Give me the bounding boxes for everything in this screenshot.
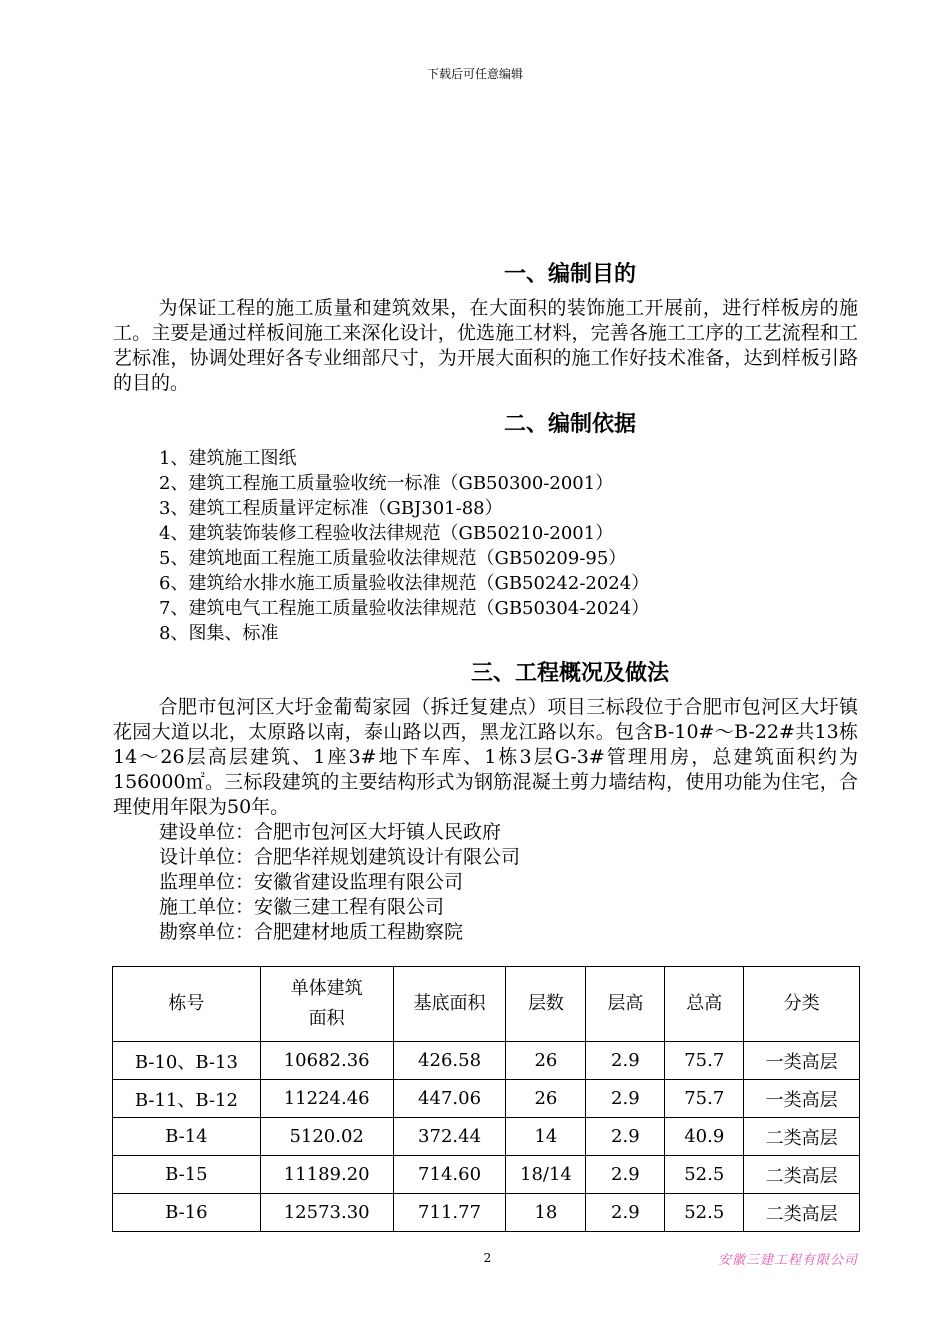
table-cell: 714.60 (393, 1156, 506, 1194)
table-cell: 26 (506, 1080, 586, 1118)
overview-text: 合肥市包河区大圩金葡萄家园（拆迁复建点）项目三标段位于合肥市包河区大圩镇花园大道以北，太原路以南，泰山路以西，黑龙江路以东。包含B-10#～B-22#共13栋14～26层高层建筑、1座3#地下车库、1栋3层G-3#管理用房，总建筑面积约为156000㎡。三标段建筑的主要结构形式为钢筋混凝土剪力墙结构，使用功能为住宅，合理使用年限为50年。 (113, 696, 858, 818)
section-title-purpose: 一、编制目的 (503, 262, 636, 287)
table-cell: 一类高层 (744, 1042, 860, 1080)
table-row (113, 1156, 860, 1194)
table-cell: 2.9 (586, 1080, 665, 1118)
table-cell: 11189.20 (260, 1156, 393, 1194)
table-cell: 12573.30 (260, 1194, 393, 1232)
section-title-overview: 三、工程概况及做法 (470, 661, 669, 686)
header-base-area: 基底面积 (393, 967, 506, 1042)
purpose-paragraph (113, 296, 858, 396)
table-cell: 一类高层 (744, 1080, 860, 1118)
section-title-basis: 二、编制依据 (503, 412, 636, 437)
basis-item: 1、建筑施工图纸 (159, 448, 297, 469)
table-cell: 2.9 (586, 1156, 665, 1194)
table-cell: B-15 (113, 1156, 261, 1194)
table-cell: 11224.46 (260, 1080, 393, 1118)
header-category: 分类 (744, 967, 860, 1042)
table-cell: 711.77 (393, 1194, 506, 1232)
header-unit-area-line2: 面积 (308, 1008, 345, 1029)
table-header-row (113, 967, 860, 1042)
table-cell: 18/14 (506, 1156, 586, 1194)
unit-item: 监理单位：安徽省建设监理有限公司 (159, 871, 464, 893)
table-cell: 426.58 (393, 1042, 506, 1080)
table-cell: 二类高层 (744, 1156, 860, 1194)
table-cell: 447.06 (393, 1080, 506, 1118)
header-building-no: 栋号 (113, 967, 261, 1042)
table-cell: 2.9 (586, 1194, 665, 1232)
table-cell: B-16 (113, 1194, 261, 1232)
basis-list (159, 446, 649, 646)
header-unit-area-line1: 单体建筑 (290, 978, 363, 999)
overview-paragraph (113, 695, 858, 820)
table-cell: 5120.02 (260, 1118, 393, 1156)
table-cell: B-10、B-13 (113, 1042, 261, 1080)
basis-item: 8、图集、标准 (159, 623, 279, 644)
header-unit-area (260, 967, 393, 1042)
table-cell: 10682.36 (260, 1042, 393, 1080)
basis-item: 2、建筑工程施工质量验收统一标准（GB50300-2001） (159, 473, 614, 494)
footer-company: 安徽三建工程有限公司 (718, 1253, 859, 1268)
header-note: 下载后可任意编辑 (426, 67, 523, 81)
table-cell: 二类高层 (744, 1118, 860, 1156)
header-total-height: 总高 (665, 967, 744, 1042)
table-cell: 40.9 (665, 1118, 744, 1156)
table-cell: 2.9 (586, 1042, 665, 1080)
table-cell: 75.7 (665, 1080, 744, 1118)
table-cell: 372.44 (393, 1118, 506, 1156)
table-row (113, 1042, 860, 1080)
basis-item: 5、建筑地面工程施工质量验收法律规范（GB50209-95） (159, 548, 627, 569)
header-floor-height: 层高 (586, 967, 665, 1042)
table-cell: B-14 (113, 1118, 261, 1156)
units-list (159, 820, 520, 945)
table-cell: 52.5 (665, 1156, 744, 1194)
table-row (113, 1080, 860, 1118)
table-row (113, 1194, 860, 1232)
table-cell: 26 (506, 1042, 586, 1080)
table-cell: 2.9 (586, 1118, 665, 1156)
header-floors: 层数 (506, 967, 586, 1042)
purpose-text: 为保证工程的施工质量和建筑效果，在大面积的装饰施工开展前，进行样板房的施工。主要是通过样板间施工来深化设计，优选施工材料，完善各施工工序的工艺流程和工艺标准，协调处理好各专业细部尺寸，为开展大面积的施工作好技术准备，达到样板引路的目的。 (113, 297, 858, 394)
table-cell: 二类高层 (744, 1194, 860, 1232)
unit-item: 勘察单位：合肥建材地质工程勘察院 (159, 921, 464, 943)
basis-item: 3、建筑工程质量评定标准（GBJ301-88） (159, 498, 503, 519)
table-cell: B-11、B-12 (113, 1080, 261, 1118)
unit-item: 施工单位：安徽三建工程有限公司 (159, 896, 445, 918)
table-cell: 52.5 (665, 1194, 744, 1232)
table-cell: 18 (506, 1194, 586, 1232)
unit-item: 建设单位：合肥市包河区大圩镇人民政府 (159, 821, 502, 843)
table-cell: 75.7 (665, 1042, 744, 1080)
page-number: 2 (483, 1251, 492, 1265)
table-row (113, 1118, 860, 1156)
basis-item: 4、建筑装饰装修工程验收法律规范（GB50210-2001） (159, 523, 614, 544)
basis-item: 7、建筑电气工程施工质量验收法律规范（GB50304-2024） (159, 598, 650, 619)
unit-item: 设计单位：合肥华祥规划建筑设计有限公司 (159, 846, 521, 868)
basis-item: 6、建筑给水排水施工质量验收法律规范（GB50242-2024） (159, 573, 650, 594)
table-cell: 14 (506, 1118, 586, 1156)
building-table (112, 966, 860, 1232)
